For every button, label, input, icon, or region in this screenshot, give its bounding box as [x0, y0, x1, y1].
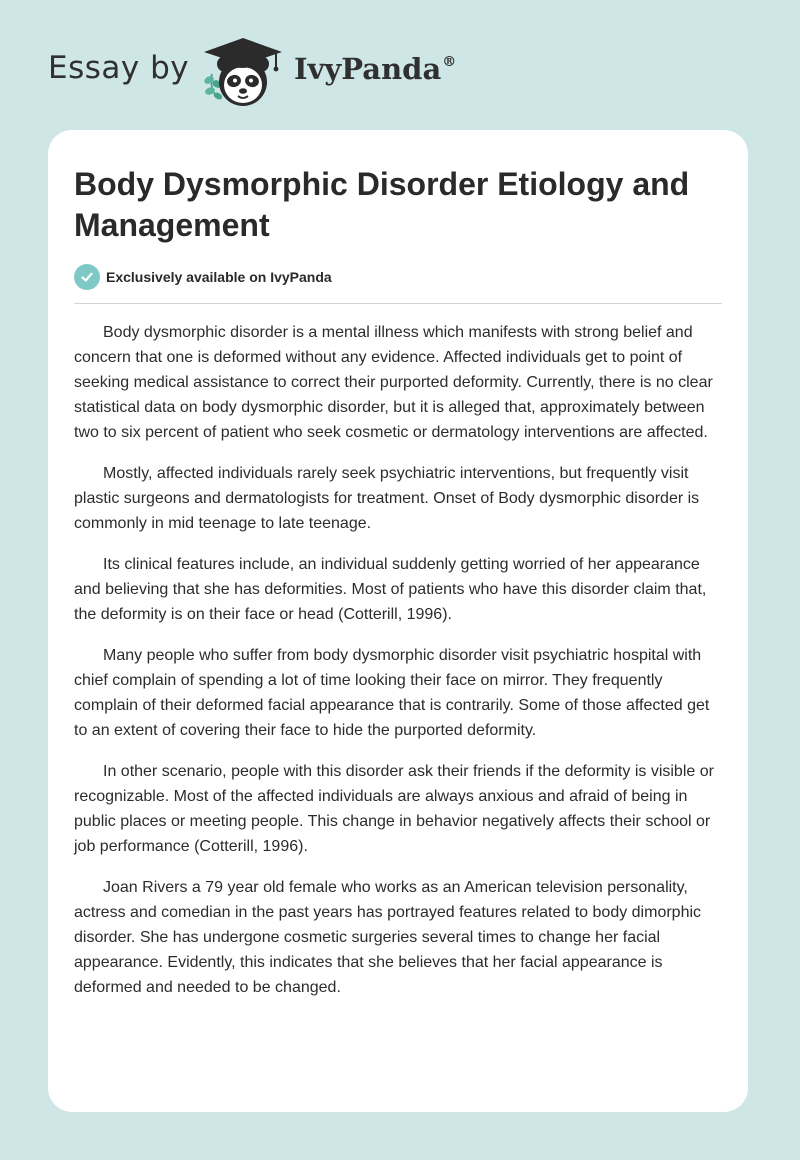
- panda-graduation-cap-icon[interactable]: [198, 34, 284, 110]
- paragraph: Its clinical features include, an individual suddenly getting worried of her appearance and believing that she has deformities. Most of patients who have this disorder claim that, the deformity is on their face or head (Cotterill, 1996).: [74, 556, 707, 623]
- check-icon: [74, 264, 100, 290]
- paragraph: Joan Rivers a 79 year old female who works as an American television personality, actress and comedian in the past years has portrayed features related to body dimorphic disorder. She has undergone cosmetic surgeries several times to change her facial appearance. Evidently, this indicates that she believes that her facial appearance is deformed and needed to be changed.: [74, 879, 702, 996]
- essay-card: [48, 130, 748, 1112]
- brand-text: IvyPanda: [294, 52, 442, 86]
- paragraph: Mostly, affected individuals rarely seek psychiatric interventions, but frequently visit plastic surgeons and dermatologists for treatment. Onset of Body dysmorphic disorder is commonly in mid teenage to late teenage.: [74, 465, 700, 532]
- essay-body: [74, 320, 726, 1016]
- title-divider: [74, 303, 722, 304]
- registered-mark: ®: [442, 54, 457, 71]
- essay-by-label: Essay by: [48, 50, 190, 86]
- brand-name[interactable]: [294, 52, 456, 86]
- site-header: [0, 0, 800, 130]
- paragraph: Body dysmorphic disorder is a mental illness which manifests with strong belief and concern that one is deformed without any evidence. Affected individuals get to point of seeking medical assistance to correct their purported deformity. Currently, there is no clear statistical data on body dysmorphic disorder, but it is alleged that, approximately between two to six percent of patient who seek cosmetic or dermatology interventions are affected.: [74, 324, 713, 441]
- paragraph: Many people who suffer from body dysmorphic disorder visit psychiatric hospital with chief complain of spending a lot of time looking their face on mirror. They frequently complain of their deformed facial appearance that is contrarily. Some of those affected get to an extent of covering their face to hide the purported deformity.: [74, 647, 710, 739]
- paragraph: In other scenario, people with this disorder ask their friends if the deformity is visible or recognizable. Most of the affected individuals are always anxious and afraid of being in public places or meeting people. This change in behavior negatively affects their school or job performance (Cotterill, 1996).: [74, 763, 714, 855]
- exclusive-badge: [74, 264, 332, 290]
- essay-title: Body Dysmorphic Disorder Etiology and Management: [74, 166, 690, 243]
- exclusive-badge-label: Exclusively available on IvyPanda: [106, 269, 332, 285]
